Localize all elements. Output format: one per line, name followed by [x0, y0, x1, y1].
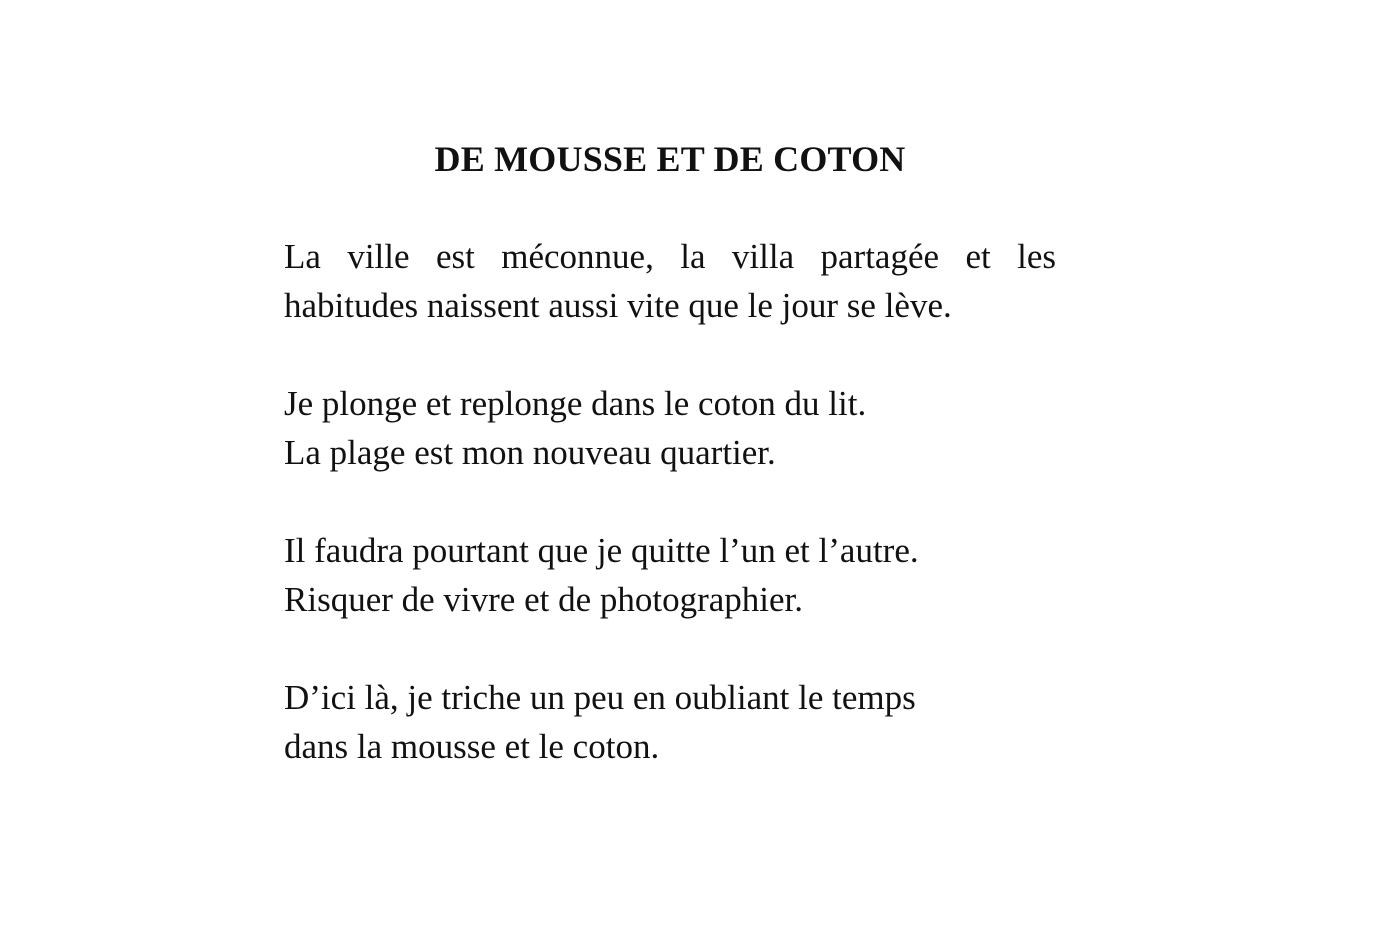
- stanza-4-line-1: D’ici là, je triche un peu en oubliant le temps: [284, 678, 916, 717]
- stanza-2: [284, 379, 1056, 477]
- stanza-1-line-2: habitudes naissent aussi vite que le jour se lève.: [284, 286, 952, 325]
- stanza-2-line-2: La plage est mon nouveau quartier.: [284, 433, 776, 472]
- poem-body: [284, 232, 1056, 820]
- stanza-4-line-2: dans la mousse et le coton.: [284, 727, 660, 766]
- stanza-1: [284, 232, 1056, 330]
- stanza-4: [284, 673, 1056, 771]
- stanza-1-line-1: La ville est méconnue, la villa partagée et les: [284, 237, 1056, 276]
- stanza-3-line-2: Risquer de vivre et de photographier.: [284, 580, 804, 619]
- stanza-2-line-1: Je plonge et replonge dans le coton du lit.: [284, 384, 867, 423]
- stanza-3: [284, 526, 1056, 624]
- poem-title: DE MOUSSE ET DE COTON: [434, 139, 906, 179]
- stanza-3-line-1: Il faudra pourtant que je quitte l’un et l’autre.: [284, 531, 919, 570]
